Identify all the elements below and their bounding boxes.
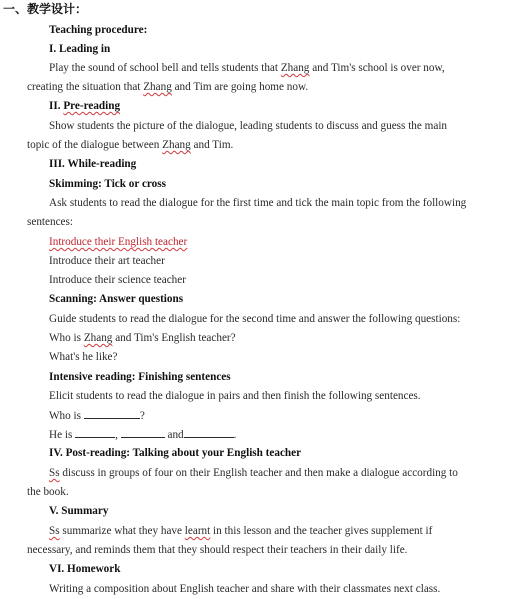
heading-summary: V. Summary: [49, 505, 109, 517]
paragraph-line: the book.: [27, 486, 69, 498]
option-art-teacher: Introduce their art teacher: [49, 255, 165, 267]
paragraph-line: necessary, and reminds them that they should respect their teachers in their daily life.: [27, 544, 408, 556]
misspelled-word: Ss: [49, 467, 60, 479]
blank-line: [84, 408, 140, 419]
blank-line: [75, 427, 115, 438]
paragraph-line: Guide students to read the dialogue for the second time and answer the following questions:: [49, 313, 461, 325]
paragraph-line: creating the situation that Zhang and Tim are going home now.: [27, 81, 309, 93]
blank-line: [184, 427, 234, 438]
section-heading: 一、教学设计：: [3, 2, 88, 16]
misspelled-word: Zhang: [280, 62, 310, 74]
fill-in-line: He is , and .: [49, 429, 237, 441]
question-line: Who is Zhang and Tim's English teacher?: [49, 332, 236, 344]
question-line: What's he like?: [49, 351, 118, 363]
paragraph-line: Writing a composition about English teacher and share with their classmates next class.: [49, 583, 441, 595]
heading-leading-in: I. Leading in: [49, 43, 111, 55]
paragraph-line: topic of the dialogue between Zhang and Tim.: [27, 139, 234, 151]
paragraph-line: Elicit students to read the dialogue in pairs and then finish the following sentences.: [49, 390, 421, 402]
paragraph-line: Play the sound of school bell and tells students that Zhang and Tim's school is over now,: [49, 62, 445, 74]
subheading-intensive: Intensive reading: Finishing sentences: [49, 371, 231, 383]
option-english-teacher: Introduce their English teacher: [49, 236, 188, 248]
fill-in-line: Who is ?: [49, 410, 145, 422]
heading-homework: VI. Homework: [49, 563, 121, 575]
paragraph-line: sentences:: [27, 216, 73, 228]
subheading-scanning: Scanning: Answer questions: [49, 293, 184, 305]
subheading-skimming: Skimming: Tick or cross: [49, 178, 166, 190]
paragraph-line: Show students the picture of the dialogue, leading students to discuss and guess the main: [49, 120, 448, 132]
blank-line: [121, 427, 165, 438]
misspelled-word: Ss: [49, 525, 60, 537]
option-science-teacher: Introduce their science teacher: [49, 274, 186, 286]
procedure-title: Teaching procedure:: [49, 24, 148, 36]
heading-while-reading: III. While-reading: [49, 158, 137, 170]
heading-pre-reading: II. Pre-reading: [49, 100, 121, 112]
paragraph-line: Ss summarize what they have learnt in this lesson and the teacher gives supplement if: [49, 525, 433, 537]
heading-post-reading: IV. Post-reading: Talking about your English teacher: [49, 447, 302, 459]
misspelled-word: Zhang: [83, 332, 113, 344]
misspelled-word: Zhang: [143, 81, 172, 93]
misspelled-word: Zhang: [162, 139, 191, 151]
paragraph-line: Ss discuss in groups of four on their English teacher and then make a dialogue according to: [49, 467, 458, 479]
paragraph-line: Ask students to read the dialogue for the first time and tick the main topic from the following: [49, 197, 467, 209]
misspelled-word: learnt: [184, 525, 211, 537]
